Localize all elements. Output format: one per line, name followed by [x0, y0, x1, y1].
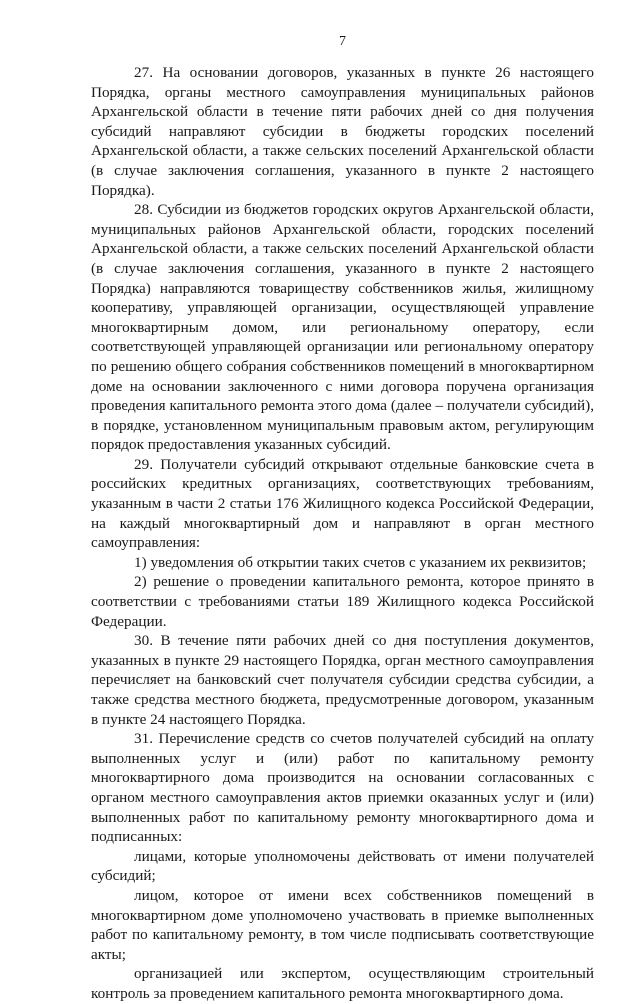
paragraph-29: 29. Получатели субсидий открывают отдельные банковские счета в российских кредитных организациях, соответствующих требованиям, указанным в части 2 статьи 176 Жилищного кодекса Российской Федерации, на каждый многоквартирный дом и направляют в орган местного самоуправления: [91, 455, 594, 552]
paragraph-29-item-2: 2) решение о проведении капитального ремонта, которое принято в соответствии с требованиями статьи 189 Жилищного кодекса Российской Федерации. [91, 573, 594, 630]
paragraph-31-signatory-3: организацией или экспертом, осуществляющим строительный контроль за проведением капитального ремонта многоквартирного дома. [91, 965, 594, 1002]
paragraph-31-signatory-1: лицами, которые уполномочены действовать от имени получателей субсидий; [91, 847, 594, 885]
paragraph-31: 31. Перечисление средств со счетов получателей субсидий на оплату выполненных услуг и (или) работ по капитальному ремонту многоквартирного дома производится на основании согласованных с органом местного самоуправления актов приемки оказанных услуг и (или) выполненных работ по капитальному ремонту многоквартирного дома и подписанных: [91, 730, 594, 846]
paragraph-30: 30. В течение пяти рабочих дней со дня поступления документов, указанных в пункте 29 настоящего Порядка, орган местного самоуправления перечисляет на банковский счет получателя субсидии средства субсидии, а также средства местного бюджета, предусмотренные договором, указанным в пункте 24 настоящего Порядка. [91, 632, 594, 728]
paragraph-29-item-1: 1) уведомления об открытии таких счетов с указанием их реквизитов; [134, 553, 587, 571]
paragraph-31-signatory-2: лицом, которое от имени всех собственников помещений в многоквартирном доме уполномочено участвовать в приемке выполненных работ по капитальному ремонту, в том числе подписывать соответствующие акты; [91, 886, 594, 963]
page-number: 7 [339, 34, 346, 49]
paragraph-27: 27. На основании договоров, указанных в пункте 26 настоящего Порядка, органы местного самоуправления муниципальных районов Архангельской области в течение пяти рабочих дней со дня получения субсидий направляют субсидии в бюджеты городских поселений Архангельской области, а также сельских поселений Архангельской области (в случае заключения соглашения, указанного в пункте 2 настоящего Порядка). [91, 64, 594, 199]
paragraph-28: 28. Субсидии из бюджетов городских округов Архангельской области, муниципальных районов Архангельской области, городских поселений Архангельской области, а также сельских поселений Архангельской области (в случае заключения соглашения, указанного в пункте 2 настоящего Порядка) направляются товариществу собственников жилья, жилищному кооперативу, управляющей организации, осуществляющей управление многоквартирным домом, или региональному оператору, если соответствующей управляющей организации или региональному оператору по решению общего собрания собственников помещений в многоквартирном доме на основании заключенного с ними договора поручена организация проведения капитального ремонта этого дома (далее – получатели субсидий), в порядке, установленном муниципальным правовым актом, регулирующим порядок предоставления указанных субсидий. [91, 201, 594, 454]
